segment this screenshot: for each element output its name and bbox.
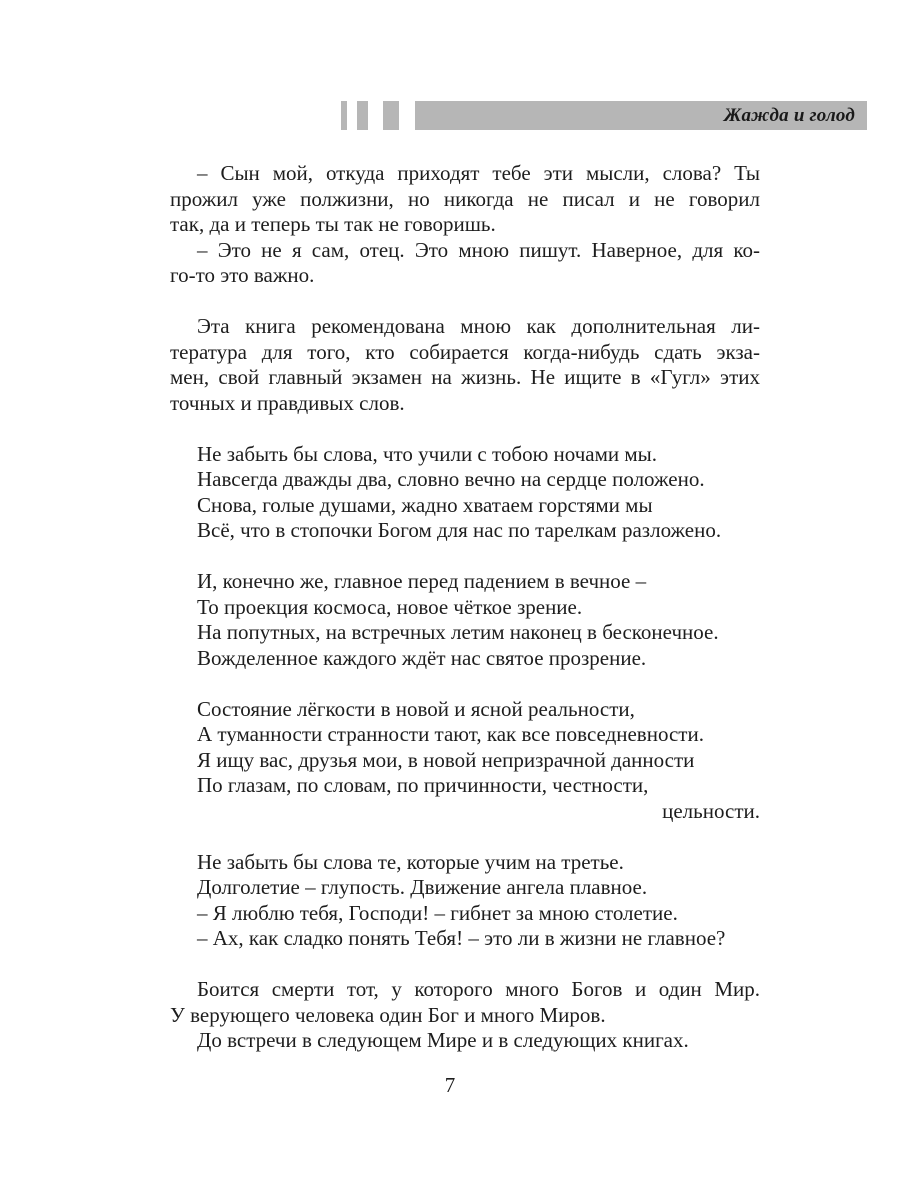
text-line: тература для того, кто собирается когда-нибудь сдать экза- [170, 339, 760, 364]
verse-line: Снова, голые душами, жадно хватаем горстями мы [197, 492, 653, 517]
closing-paragraph [170, 977, 760, 1028]
verse-line: И, конечно же, главное перед падением в вечное – [197, 569, 647, 593]
text-line: У верующего человека один Бог и много Миров. [170, 1002, 606, 1027]
verse-line: Долголетие – глупость. Движение ангела плавное. [197, 875, 648, 899]
verse-line: Состояние лёгкости в новой и ясной реальности, [197, 696, 635, 721]
text-line: так, да и теперь ты так не говоришь. [170, 212, 496, 236]
text-line: – Сын мой, откуда приходят тебе эти мысли, слова? Ты [197, 161, 760, 185]
text-line: мен, свой главный экзамен на жизнь. Не ищите в «Гугл» этих [170, 365, 760, 389]
page-body [170, 161, 760, 1054]
verse-line: Я ищу вас, друзья мои, в новой непризрачной данности [197, 747, 695, 772]
verse-line: То проекция космоса, новое чёткое зрение. [197, 594, 583, 619]
running-header [341, 101, 867, 130]
text-line: прожил уже полжизни, но никогда не писал и не говорил [170, 186, 760, 211]
header-decor-bar [341, 101, 347, 130]
header-decor-bar [383, 101, 399, 130]
verse-line: А туманности странности тают, как все повседневности. [197, 722, 704, 746]
text-line: Боится смерти тот, у которого много Богов и один Мир. [197, 977, 760, 1001]
page-number: 7 [444, 1073, 456, 1097]
header-decor-bar [357, 101, 368, 130]
running-title: Жажда и голод [723, 105, 855, 126]
verse-line: На попутных, на встречных летим наконец в бесконечное. [197, 620, 719, 644]
verse-line: Не забыть бы слова, что учили с тобою ночами мы. [197, 441, 658, 466]
verse-line: – Я люблю тебя, Господи! – гибнет за мною столетие. [197, 900, 678, 925]
closing-paragraph [170, 1028, 760, 1054]
text-line: точных и правдивых слов. [170, 390, 405, 415]
poem-stanza [170, 850, 760, 952]
poem-stanza [170, 442, 760, 544]
verse-line: По глазам, по словам, по причинности, честности, [197, 773, 649, 797]
intro-paragraph [170, 314, 760, 416]
header-title-bar [415, 101, 867, 130]
text-line: Эта книга рекомендована мною как дополнительная ли- [197, 314, 760, 338]
poem-stanza [170, 569, 760, 671]
text-line: го-то это важно. [170, 263, 315, 287]
dialogue-paragraph [170, 161, 760, 238]
dialogue-paragraph [170, 238, 760, 289]
verse-line: – Ах, как сладко понять Тебя! – это ли в жизни не главное? [197, 926, 726, 950]
verse-line: Всё, что в стопочки Богом для нас по тарелкам разложено. [197, 518, 722, 542]
verse-line-continuation: цельности. [662, 798, 760, 823]
verse-line: Навсегда дважды два, словно вечно на сердце положено. [197, 467, 705, 491]
poem-stanza [170, 697, 760, 825]
text-line: До встречи в следующем Мире и в следующих книгах. [197, 1028, 689, 1052]
verse-line: Вожделенное каждого ждёт нас святое прозрение. [197, 645, 647, 670]
text-line: – Это не я сам, отец. Это мною пишут. Наверное, для ко- [197, 237, 760, 262]
verse-line: Не забыть бы слова те, которые учим на третье. [197, 849, 624, 874]
